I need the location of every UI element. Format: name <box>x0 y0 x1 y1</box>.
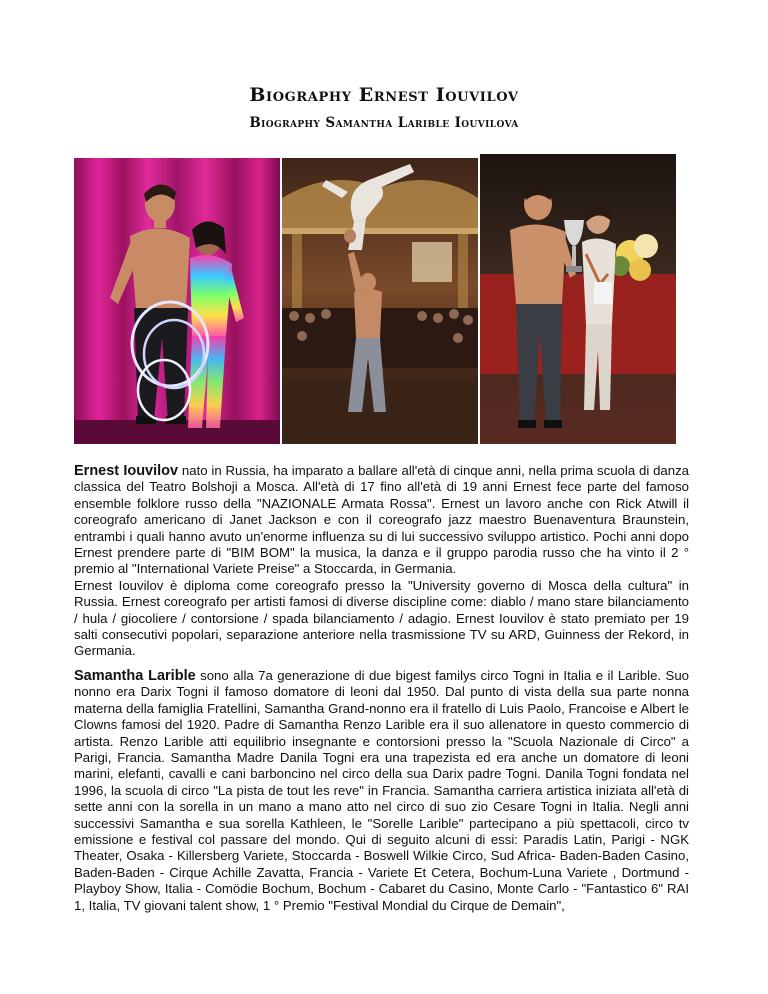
ernest-text: nato in Russia, ha imparato a ballare all'età di cinque anni, nella prima scuola di danza classica del Teatro Bolshoji a Mosca. All'età di 17 fino all'età di 19 anni Ernest fece parte del famoso ensemble folklore russo della "NAZIONALE Armata Rossa". Ernest un lavoro anche con Rick Atwill il coreografo americano di Janet Jackson e con il coreografo jazz maestro Buenaventura Braunstein, entrambi i quali hanno avuto un'enorme influenza su di lui successivo sviluppo artistico. Pochi anni dopo Ernest prendere parte di "BIM BOM" la musica, la danza e il gruppo parodia russo che ha vinto il 2 ° premio al "International Variete Preise" a Stoccarda, in Germania. <box>74 463 689 577</box>
biography-ernest <box>74 463 689 660</box>
page-subtitle: Biography Samantha Larible Iouvilova <box>249 115 519 131</box>
ernest-name: Ernest Iouvilov <box>74 463 179 479</box>
photo-acrobatic-hand-balance <box>282 158 478 444</box>
page-title: Biography Ernest Iouvilov <box>249 84 519 106</box>
photo-couple-with-trophy <box>480 154 676 444</box>
samantha-name: Samantha Larible <box>74 668 196 684</box>
biography-ernest-paragraph <box>74 463 689 578</box>
biography-samantha-paragraph <box>74 668 689 914</box>
samantha-text: sono alla 7a generazione di due bigest familys circo Togni in Italia e il Larible. Suo nonno era Darix Togni il famoso domatore di leoni dal 1950. Dal punto di vista della sua parte nonna materna della famiglia Fratellini, Samantha Grand-nonno era il fratello di Luis Paolo, Francoise e Albert le Clowns famosi del 1920. Padre di Samantha Renzo Larible era il suo allenatore in questo commercio di artista. Renzo Larible atti equilibrio insegnante e contorsioni presso la "Scuola Nazionale di Circo" a Parigi, Francia. Samantha Madre Danila Togni era una trapezista ed era anche un domatore di leoni marini, elefanti, cavalli e cani barboncino nel circo della sua Darix padre Togni. Danila Togni fondata nel 1996, la scuola di circo "La pista de tout les reve" in Francia. Samantha carriera artistica iniziata all'età di sette anni con la sorella in un mano a mano atto nel circo di suo zio Cesare Togni in Italia. Negli anni successivi Samantha e sua sorella Kathleen, le "Sorelle Larible" partecipano a più spettacoli, circo tv emissione e festival col passare del mondo. Qui di seguito alcuni di essi: Paradis Latin, Parigi - NGK Theater, Osaka - Killersberg Variete, Stoccarda - Boswell Wilkie Circo, Sud Africa- Baden-Baden Casino, Baden-Baden - Cirque Achille Zavatta, Francia - Variete Et Cetera, Bochum-Luna Variete , Dortmund - Playboy Show, Italia - Comödie Bochum, Bochum - Cabaret du Casino, Monte Carlo - "Fantastico 6" RAI 1, Italia, TV giovani talent show, 1 ° Premio "Festival Mondial du Cirque de Demain", <box>74 668 690 913</box>
biography-ernest-paragraph-2: Ernest Iouvilov è diploma come coreografo presso la "University governo di Mosca della cultura" in Russia. Ernest coreografo per artisti famosi di diverse discipline come: diablo / mano stare bilanciamento / hula / giocoliere / contorsione / spada bilanciamento / adagio. Ernest Iouvilov è stato premiato per 19 salti consecutivi popolari, separazione anteriore nella trasmissione TV su ARD, Guinness der Rekord, in Germania. <box>74 577 689 659</box>
photo-couple-hula-hoops <box>74 158 280 444</box>
biography-samantha <box>74 668 689 914</box>
